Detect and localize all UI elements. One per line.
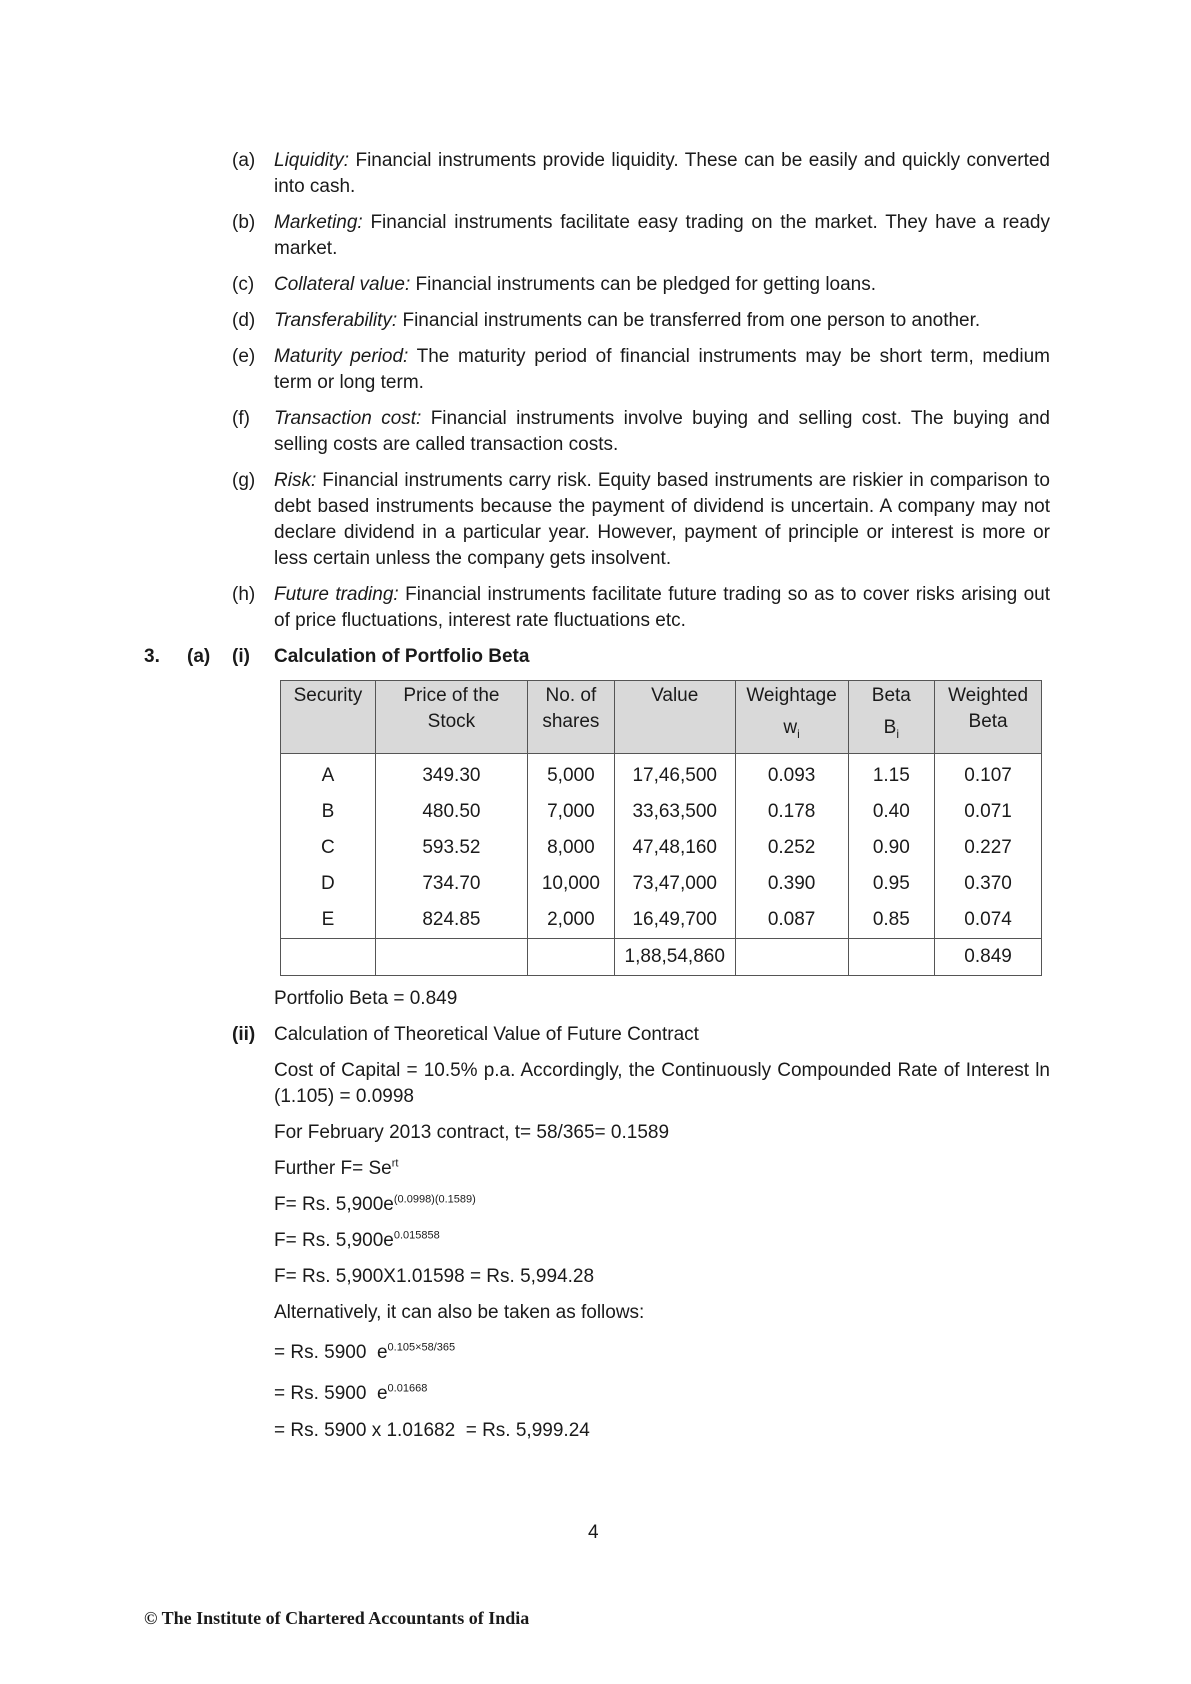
formula-exponent: 0.015858 (393, 1229, 440, 1242)
col-header-shares: No. of shares (527, 681, 614, 754)
cell-price: 480.50 (375, 794, 527, 830)
footer-copyright: © The Institute of Chartered Accountants of India (144, 1608, 530, 1628)
feature-label: (b) (232, 212, 256, 233)
feature-item-transaction-cost (232, 406, 1050, 458)
cell-total-weighted-beta: 0.849 (935, 939, 1042, 976)
table-row (281, 902, 1042, 939)
feature-item-future-trading (232, 582, 1050, 634)
col-header-beta (848, 681, 935, 754)
formula-alt-3: = Rs. 5900 x 1.01682 = Rs. 5,999.24 (274, 1420, 590, 1441)
weightage-symbol-base: w (783, 717, 798, 738)
formula-base: = Rs. 5900 e (274, 1342, 388, 1363)
cell-weighted-beta: 0.370 (935, 866, 1042, 902)
feature-item-liquidity (232, 148, 1050, 200)
formula-further (274, 1156, 398, 1182)
formula-alt-1 (274, 1340, 455, 1366)
col-header-weighted-beta: Weighted Beta (935, 681, 1042, 754)
formula-base: = Rs. 5900 e (274, 1383, 388, 1404)
table-row (281, 794, 1042, 830)
cell-security: D (281, 866, 376, 902)
cell-shares: 10,000 (527, 866, 614, 902)
cost-of-capital-text: Cost of Capital = 10.5% p.a. Accordingly, the Continuously Compounded Rate of Interest ln (1.105) = 0.0998 (274, 1060, 1050, 1107)
formula-f1 (274, 1192, 476, 1218)
cell-beta: 0.40 (848, 794, 935, 830)
feature-text: Financial instruments carry risk. Equity based instruments are riskier in comparison to debt based instruments because the payment of dividend is uncertain. A company may not declare dividend in a particular year. However, payment of principle or interest is more or less certain unless the company gets insolvent. (274, 470, 1050, 569)
cell-weighted-beta: 0.227 (935, 830, 1042, 866)
cell-value: 16,49,700 (614, 902, 735, 939)
cell-empty (735, 939, 848, 976)
feature-item-maturity (232, 344, 1050, 396)
feature-item-risk (232, 468, 1050, 572)
feature-label: (e) (232, 346, 256, 367)
cell-weightage: 0.093 (735, 754, 848, 795)
feature-text: Financial instruments facilitate future trading so as to cover risks arising out of price fluctuations, interest rate fluctuations etc. (274, 584, 1050, 631)
cell-shares: 5,000 (527, 754, 614, 795)
question-part: (a) (187, 646, 211, 667)
weightage-symbol (740, 715, 844, 741)
feature-text: Financial instruments can be transferred from one person to another. (397, 310, 981, 331)
feature-text: Financial instruments facilitate easy trading on the market. They have a ready market. (274, 212, 1050, 259)
cell-price: 349.30 (375, 754, 527, 795)
table-header-row (281, 681, 1042, 754)
subpart-i: (i) (232, 646, 250, 667)
page-number: 4 (588, 1522, 599, 1543)
cell-value: 47,48,160 (614, 830, 735, 866)
feature-label: (c) (232, 274, 255, 295)
formula-f3: F= Rs. 5,900X1.01598 = Rs. 5,994.28 (274, 1266, 595, 1287)
cell-value: 73,47,000 (614, 866, 735, 902)
cell-empty (375, 939, 527, 976)
feature-text: The maturity period of financial instruments may be short term, medium term or long term. (274, 346, 1050, 393)
formula-base: F= Rs. 5,900e (274, 1194, 394, 1215)
feature-label: (h) (232, 584, 256, 605)
portfolio-beta-result: Portfolio Beta = 0.849 (274, 988, 458, 1009)
subpart-ii: (ii) (232, 1024, 256, 1045)
cell-beta: 0.95 (848, 866, 935, 902)
cell-weightage: 0.087 (735, 902, 848, 939)
feature-term: Liquidity: (274, 150, 349, 171)
beta-symbol-sub: i (896, 726, 899, 741)
feature-text: Financial instruments involve buying and selling cost. The buying and selling costs are called transaction costs. (274, 408, 1051, 455)
col-header-security: Security (281, 681, 376, 754)
weightage-symbol-sub: i (797, 726, 800, 741)
formula-exponent: 0.01668 (387, 1382, 428, 1395)
feature-term: Risk: (274, 470, 317, 491)
feature-label: (f) (232, 408, 250, 429)
col-header-weightage (735, 681, 848, 754)
cell-security: B (281, 794, 376, 830)
cell-shares: 2,000 (527, 902, 614, 939)
formula-base: Further F= Se (274, 1158, 392, 1179)
feature-term: Collateral value: (274, 274, 411, 295)
feature-item-transferability (232, 308, 1050, 334)
table-row (281, 866, 1042, 902)
feature-term: Maturity period: (274, 346, 409, 367)
feature-text: Financial instruments provide liquidity. These can be easily and quickly converted into cash. (274, 150, 1050, 197)
feature-term: Transaction cost: (274, 408, 422, 429)
cell-security: C (281, 830, 376, 866)
feature-item-marketing (232, 210, 1050, 262)
feature-term: Transferability: (274, 310, 398, 331)
feature-term: Future trading: (274, 584, 399, 605)
cell-value: 17,46,500 (614, 754, 735, 795)
cell-shares: 8,000 (527, 830, 614, 866)
cell-shares: 7,000 (527, 794, 614, 830)
formula-base: F= Rs. 5,900e (274, 1230, 394, 1251)
formula-exponent: 0.105×58/365 (387, 1341, 456, 1354)
cell-weightage: 0.390 (735, 866, 848, 902)
cell-weighted-beta: 0.071 (935, 794, 1042, 830)
section-heading: Calculation of Portfolio Beta (274, 646, 530, 667)
formula-alt-2 (274, 1381, 427, 1407)
formula-exponent: rt (391, 1157, 399, 1170)
cell-security: A (281, 754, 376, 795)
cell-empty (848, 939, 935, 976)
cell-weightage: 0.252 (735, 830, 848, 866)
section-heading-ii: Calculation of Theoretical Value of Future Contract (274, 1024, 699, 1045)
cell-beta: 0.85 (848, 902, 935, 939)
feature-label: (g) (232, 470, 256, 491)
feature-label: (d) (232, 310, 256, 331)
beta-label: Beta (871, 685, 911, 706)
cell-price: 824.85 (375, 902, 527, 939)
cell-beta: 0.90 (848, 830, 935, 866)
alternative-text: Alternatively, it can also be taken as follows: (274, 1302, 645, 1323)
cell-empty (281, 939, 376, 976)
beta-symbol-base: B (883, 717, 897, 738)
question-number: 3. (144, 646, 160, 667)
portfolio-beta-table (280, 680, 1042, 976)
feature-label: (a) (232, 150, 256, 171)
table-row (281, 754, 1042, 795)
cell-beta: 1.15 (848, 754, 935, 795)
feature-item-collateral (232, 272, 1050, 298)
weightage-label: Weightage (746, 685, 837, 706)
cell-security: E (281, 902, 376, 939)
feature-term: Marketing: (274, 212, 363, 233)
cell-weighted-beta: 0.074 (935, 902, 1042, 939)
cell-total-value: 1,88,54,860 (614, 939, 735, 976)
cell-value: 33,63,500 (614, 794, 735, 830)
formula-exponent: (0.0998)(0.1589) (393, 1193, 476, 1206)
cell-weighted-beta: 0.107 (935, 754, 1042, 795)
formula-f2 (274, 1228, 440, 1254)
feb-contract-text: For February 2013 contract, t= 58/365= 0.1589 (274, 1122, 670, 1143)
cell-empty (527, 939, 614, 976)
col-header-price: Price of the Stock (375, 681, 527, 754)
col-header-value: Value (614, 681, 735, 754)
table-total-row (281, 939, 1042, 976)
cell-weightage: 0.178 (735, 794, 848, 830)
feature-text: Financial instruments can be pledged for getting loans. (410, 274, 877, 295)
cell-price: 593.52 (375, 830, 527, 866)
cell-price: 734.70 (375, 866, 527, 902)
table-row (281, 830, 1042, 866)
beta-symbol (853, 715, 931, 741)
